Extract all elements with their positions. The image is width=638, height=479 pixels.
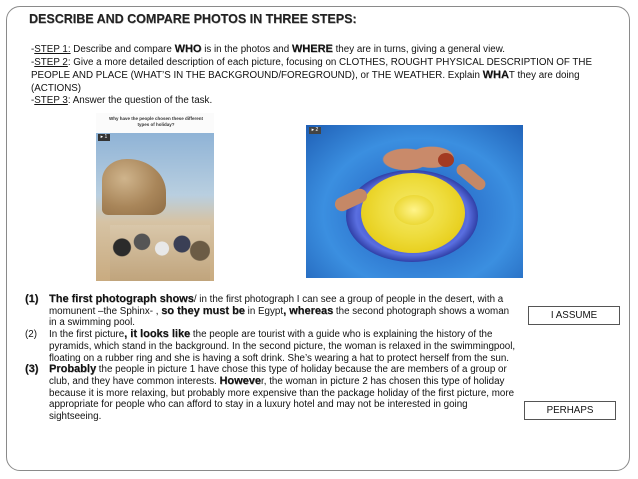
step-1-dash: - [31,44,35,55]
item-1-text-d: the second photograph shows a woman in a swimming pool. [49,305,510,329]
item-1-lead: The first photograph shows [49,293,194,305]
photo-1-badge: ▸ 1 [98,134,110,141]
hat-crown-shape [394,195,434,225]
item-3-number: (3) [25,363,39,376]
step-1 [31,43,603,57]
step-2-what: WHA [482,69,509,81]
item-2-text-c: the people are tourist with a guide who is explaining the history of the pyramids, which stand in the background. In the second picture, the woman is relaxed in the swimmingpool, floating on a rubber ring and she is having a soft drink. She’s wearing a hat to protect herself from the sun. [49,329,516,364]
i-assume-box: I ASSUME [528,306,620,325]
page-title: DESCRIBE AND COMPARE PHOTOS IN THREE STEPS: [29,12,357,26]
photo-1-image [96,133,214,281]
step-2-text-b: T they are doing (ACTIONS) [31,70,580,94]
answer-body [25,294,517,423]
item-3-lead: Probably [49,363,97,376]
photo-sphinx [96,113,214,281]
answer-item-2 [25,329,517,364]
item-1-phrase-2: , whereas [283,304,334,317]
item-2-phrase-1: , it looks like [124,328,191,341]
step-3-dash: - [31,95,35,106]
perhaps-box: PERHAPS [524,401,616,420]
step-1-text-c: they are in turns, giving a general view. [332,44,505,55]
item-1-number: (1) [25,293,39,305]
steps-instructions [31,43,603,108]
step-1-text-a: Describe and compare [70,44,175,55]
step-3-label: STEP 3 [34,95,68,106]
step-1-text-b: is in the photos and [201,44,292,55]
step-2-text-a: : Give a more detailed description of each picture, focusing on CLOTHES, ROUGHT PHYSICAL DESCRIPTION OF THE PEOPLE AND PLACE (WHAT’S IN THE BACKGROUND/FOREGROUND), or THE WEATHER. Explain [31,56,593,81]
item-1-phrase-1: so they must be [161,304,245,317]
photo-1-header [96,113,214,133]
answer-item-3 [25,364,517,423]
item-2-number: (2) [25,329,37,341]
item-3-text-c: r, the woman in picture 2 has chosen this type of holiday because it is more relaxing, but probably more expensive than the package holiday of the first picture, more appropriate for people who can afford to stay in a luxury hotel and may not be interested in going sightseeing. [49,375,515,423]
step-1-label: STEP 1: [34,44,71,55]
item-1-text-c: in Egypt [244,305,284,317]
sphinx-shape [102,159,166,215]
tourist-group-shape [110,225,210,281]
photo-1-question: Why have the people chosen these different types of holiday? [108,116,204,127]
step-2 [31,57,603,96]
answer-item-1 [25,294,517,329]
step-1-where: WHERE [291,43,333,55]
step-2-dash: - [31,56,35,68]
item-1-text-a: / in the first photograph I can see a group of people in the desert, with a momunent –the Sphinx- , [49,294,504,317]
drink-shape [438,153,454,167]
step-3 [31,95,603,108]
step-2-label: STEP 2 [34,56,68,68]
item-3-phrase-1: Howeve [219,374,262,387]
item-3-text-a: the people in picture 1 have chose this type of holiday because the are members of a group or club, and they have common interests. [49,364,507,387]
photo-2-badge: ▸ 2 [309,127,321,134]
step-3-text-a: : Answer the question of the task. [67,95,213,106]
item-2-text-a: In the first picture [49,329,125,341]
step-1-who: WHO [174,43,202,55]
photo-pool [306,125,523,278]
